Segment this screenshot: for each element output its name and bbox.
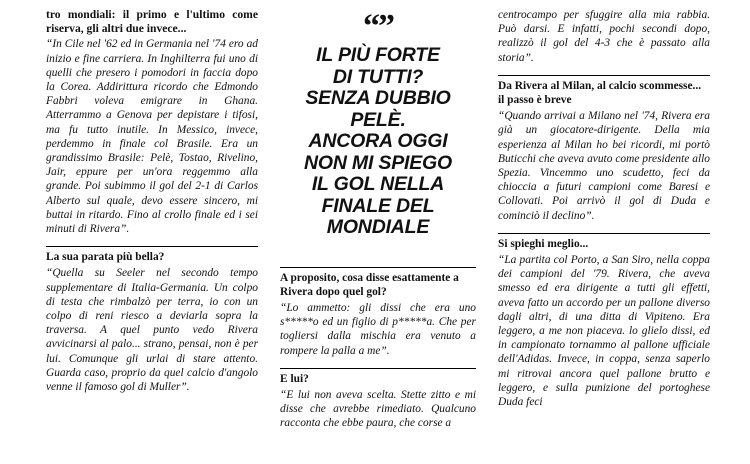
question-heading (498, 233, 710, 251)
spacer (280, 239, 476, 257)
question-heading (498, 75, 710, 107)
body-paragraph: “In Cile nel '62 ed in Germania nel '74 ero ad inizio e fine carriera. In Inghilterra fui uno di quelli che presero i pomodori in faccia dopo la Corea. Addirittura ricordo che Edmondo Fabbri voleva emigrare in Ghana. Atterrammo a Genova per depistare i tifosi, ma fu tutto inutile. In Messico, invece, perdemmo in finale col Brasile. Era un grandissimo Brasile: Pelè, Tostao, Rivelino, Jair, eppure per un'ora reggemmo alla grande. Poi subimmo il gol del 2-1 di Carlos Alberto sul quale, devo essere sincero, mi buttai in ritardo. Fino al crollo finale ed i sei minuti di Rivera”. (46, 38, 258, 236)
body-paragraph: “Quella su Seeler nel secondo tempo supplementare di Italia-Germania. Un colpo di testa che rimbalzò per terra, io con un colpo di reni riesco a deviarla sopra la traversa. A quel punto vedo Rivera avvicinarsi al palo... strano, pensai, non è per lui. Comunque gli urlai di stare attento. Guarda caso, proprio da quel calcio d'angolo venne il famoso gol di Muller”. (46, 267, 258, 394)
pull-quote-line: IL GOL NELLA (311, 173, 445, 195)
heading-rule (498, 75, 710, 76)
pull-quote-line: ANCORA OGGI (308, 130, 448, 152)
question-heading-text: Da Rivera al Milan, al calcio scommesse... il passo è breve (498, 79, 702, 107)
question-heading (46, 246, 258, 264)
question-heading (280, 267, 476, 299)
question-heading-text: A proposito, cosa disse esattamente a Rivera dopo quel gol? (280, 271, 459, 298)
pull-quote-line: FINALE DEL (321, 194, 435, 217)
lead-paragraph: tro mondiali: il primo e l'ultimo come riserva, gli altri due invece... (46, 8, 258, 36)
column-right (498, 8, 710, 458)
article-columns (46, 8, 740, 458)
question-heading-text: La sua parata più bella? (46, 251, 165, 264)
question-heading (280, 368, 476, 386)
quote-marks-glyph: “” (363, 8, 393, 45)
body-paragraph: “Lo ammetto: gli dissi che era uno s*****o ed un figlio di p*****a. Che per togliersi dalla mischia era venuto a rompere la palla a me”. (280, 301, 476, 357)
heading-rule (280, 368, 476, 369)
column-left (46, 8, 258, 458)
pull-quote-line: MONDIALE (326, 216, 430, 238)
pull-quote-line: DI TUTTI? (332, 65, 424, 88)
question-heading-text: Si spieghi meglio... (498, 237, 589, 250)
heading-rule (46, 246, 258, 247)
heading-rule (280, 267, 476, 268)
body-paragraph: centrocampo per sfuggire alla mia rabbia. Può darsi. E infatti, pochi secondi dopo, realizzò il gol del 4-3 che è passato alla storia”. (498, 9, 710, 64)
question-heading-text: E lui? (280, 372, 309, 385)
heading-rule (498, 233, 710, 234)
body-paragraph: “E lui non aveva scelta. Stette zitto e mi disse che avrebbe rimediato. Qualcuno racconta che ebbe paura, che corse a (280, 388, 476, 430)
pull-quote-line: PELÈ. (350, 108, 406, 131)
pull-quote-line: NON MI SPIEGO (303, 151, 452, 174)
column-middle (280, 8, 476, 458)
body-paragraph: “Quando arrivai a Milano nel '74, Rivera era già un giocatore-dirigente. Della mia esperienza al Milan ho bei ricordi, mi portò Buticchi che aveva avuto come presidente allo Spezia. Vincemmo uno scudetto, feci da chioccia a futuri campioni come Baresi e Collovati. Poi arrivò il gol di Duda e cominciò il declino”. (498, 110, 710, 222)
body-paragraph: “La partita col Porto, a San Siro, nella coppa dei campioni del '79. Rivera, che aveva smesso ed era dirigente a tutti gli effetti, aveva fatto un accordo per un pallone diverso dagli altri, di una ditta di Vipiteno. Era leggero, a me non piaceva. lo glielo dissi, ed in campionato tornammo al pallone ufficiale dell'Adidas. Invece, in coppa, senza saperlo mi ritrovai ancora quel pallone brutto e leggero, e sulla punizione del portoghese Duda feci (498, 254, 710, 409)
pull-quote (280, 8, 476, 239)
pull-quote-line: IL PIÙ FORTE (316, 44, 440, 66)
pull-quote-text (280, 45, 476, 239)
pull-quote-line: SENZA DUBBIO (305, 87, 451, 109)
